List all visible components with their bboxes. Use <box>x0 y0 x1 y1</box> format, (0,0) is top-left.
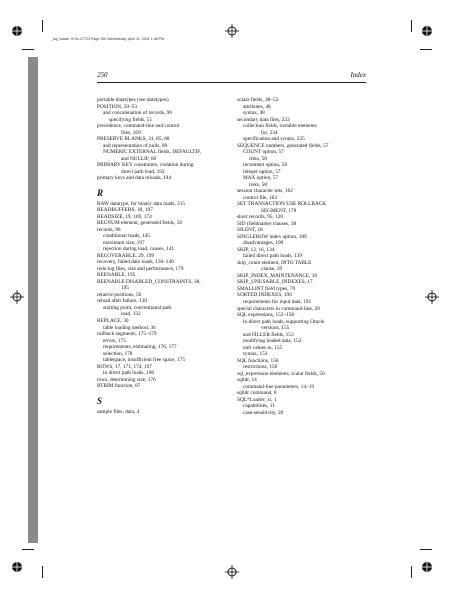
index-entry: READBUFFERS, 30, 197 <box>97 207 153 214</box>
index-subentry: and NULLIF, 86 <box>121 155 157 162</box>
index-subentry: table loading method, 36 <box>103 324 156 331</box>
index-subentry: errors, 175 <box>103 337 126 344</box>
index-subentry: MAX option, 57 <box>243 175 279 182</box>
index-subentry: requirements, estimating, 176, 177 <box>103 344 177 351</box>
index-subentry: versions, 155 <box>261 325 290 332</box>
index-subentry: restrictions, 158 <box>243 364 278 371</box>
index-entry: RAW datatype, for binary data loads, 215 <box>97 200 186 207</box>
crop-bleed-bar <box>28 57 38 543</box>
index-subentry: maximum size, 197 <box>103 239 145 246</box>
index-entry: SINGLEROW index option, 189 <box>237 233 307 240</box>
index-entry: POSITION, 50–53 <box>97 103 138 110</box>
index-column-left <box>97 97 237 415</box>
registration-mark-icon <box>420 560 434 574</box>
index-subentry: and concatenation of records, 96 <box>103 110 172 117</box>
crop-mark <box>420 549 432 550</box>
index-subentry: collection fields, variable elements <box>243 123 317 130</box>
index-section-letter: S <box>97 395 103 406</box>
running-title: Index <box>350 71 366 79</box>
page-number: 250 <box>97 71 108 79</box>
index-subentry: modifying loaded data, 152 <box>243 338 302 345</box>
index-entry: short records, 95, 120 <box>237 214 284 221</box>
index-subentry: for, 234 <box>261 129 278 136</box>
index-entry: SKIP, 12, 16, 134 <box>237 246 275 253</box>
index-entry: sqlldr, 14 <box>237 377 257 384</box>
index-entry: SEQUENCE numbers, generated fields, 57 <box>237 142 329 149</box>
crop-mark <box>411 566 412 578</box>
index-entry: sqlldr command, 8 <box>237 390 277 397</box>
index-subentry: 195 <box>121 285 129 292</box>
index-entry: SMALLINT field types, 70 <box>237 285 296 292</box>
index-entry: RTRIM function, 87 <box>97 383 141 390</box>
index-entry: SET TRANSACTION USE ROLLBACK <box>237 201 327 208</box>
header-rule <box>97 82 366 83</box>
index-entry: SQL*Loader, xi, 1 <box>237 396 277 403</box>
index-entry: session character sets, 162 <box>237 188 293 195</box>
index-entry: RECOVERABLE, 29, 199 <box>97 252 155 259</box>
index-entry: SKIP_UNUSABLE_INDEXES, 17 <box>237 279 313 286</box>
index-subentry: risks, 58 <box>249 181 267 188</box>
registration-mark-icon <box>420 24 434 38</box>
index-subentry: NUMERIC EXTERNAL fields, DEFAULTIF, <box>103 149 202 156</box>
print-slug: _sql_loader IX.fm.27723 Page 250 Wednesday, April 11, 2001 1:48 PM <box>51 37 165 41</box>
registration-mark-icon <box>225 565 239 579</box>
index-entry: recovery, failed data loads, 130–140 <box>97 259 174 266</box>
index-entry: READSIZE, 19, 169, 174 <box>97 213 152 220</box>
registration-mark-icon <box>10 24 24 38</box>
index-subentry: attributes, 48 <box>243 103 271 110</box>
index-entry: precedence, command-line and control <box>97 123 180 130</box>
index-subentry: syntax, 153 <box>243 351 268 358</box>
crop-mark <box>42 20 43 32</box>
index-subentry: direct path load, 192 <box>121 168 165 175</box>
index-entry: SILENT, 18 <box>237 227 263 234</box>
crop-mark <box>420 49 432 50</box>
index-entry: records, 96 <box>97 226 121 233</box>
index-subentry: null values in, 155 <box>243 344 283 351</box>
index-subentry: COUNT option, 57 <box>243 149 284 156</box>
index-entry: PRIMARY KEY constraints, violation during <box>97 162 194 169</box>
index-subentry: in direct path loads, supporting Oracle <box>243 318 325 325</box>
crop-mark <box>411 20 412 32</box>
index-subentry: SEGMENT, 178 <box>261 207 297 214</box>
registration-mark-icon <box>225 24 239 38</box>
index-entry: REENABLE DISABLED_CONSTRAINTS, 38, <box>97 278 201 285</box>
index-entry: reload after failure, 130 <box>97 298 147 305</box>
index-subentry: integer option, 57 <box>243 168 281 175</box>
index-entry: portable datatypes (see datatypes) <box>97 97 169 103</box>
index-entry: SQL expressions, 152–158 <box>237 312 295 319</box>
index-subentry: and FILLER fields, 153 <box>243 331 294 338</box>
crop-mark <box>22 49 34 50</box>
index-column-right <box>237 97 377 416</box>
registration-mark-icon <box>425 290 439 304</box>
index-subentry: specification and syntax, 235 <box>243 136 305 143</box>
index-subentry: command-line parameters, 14–19 <box>243 383 315 390</box>
index-subentry: case-sensitivity, 20 <box>243 409 284 416</box>
index-entry: RECNUM element, generated fields, 56 <box>97 220 183 227</box>
index-subentry: conditional loads, 145 <box>103 233 150 240</box>
index-subentry: capabilities, 11 <box>243 403 275 410</box>
index-subentry: in direct path loads, 196 <box>103 370 155 377</box>
index-subentry: tablespace, insufficient free space, 175 <box>103 357 185 364</box>
index-entry: rollback segments, 175–179 <box>97 331 157 338</box>
index-subentry: control file, 163 <box>243 194 277 201</box>
index-section-letter: R <box>97 187 104 198</box>
crop-mark <box>22 549 34 550</box>
index-entry: SORTED INDEXES, 190 <box>237 292 292 299</box>
registration-mark-icon <box>10 560 24 574</box>
index-subentry: increment option, 58 <box>243 162 287 169</box>
index-subentry: starting point, conventional path <box>103 304 172 311</box>
index-entry: REENABLE, 195 <box>97 272 136 279</box>
index-subentry: specifying fields, 51 <box>109 116 153 123</box>
index-subentry: clause, 39 <box>261 266 283 273</box>
index-entry: skip_count element, INTO TABLE <box>237 259 312 266</box>
registration-mark-icon <box>10 290 24 304</box>
index-entry: SKIP_INDEX_MAINTENANCE, 16 <box>237 272 318 279</box>
crop-mark <box>42 566 43 578</box>
index-entry: relative positions, 50 <box>97 291 142 298</box>
index-entry: sql_expression elements, scalar fields, 50 <box>237 370 325 377</box>
index-subentry: files, 169 <box>121 129 141 136</box>
index-subentry: load, 132 <box>121 311 141 318</box>
index-entry: scalar fields, 48–53 <box>237 97 279 103</box>
index-entry: redo log files, size and performance, 179 <box>97 265 184 272</box>
index-subentry: failed direct path loads, 139 <box>243 253 302 260</box>
index-entry: secondary data files, 233 <box>237 116 290 123</box>
index-entry: SQL functions, 156 <box>237 357 279 364</box>
index-subentry: selection, 178 <box>103 350 133 357</box>
index-subentry: disadvantages, 190 <box>243 240 284 247</box>
index-entry: sample files, data, 4 <box>97 408 140 415</box>
index-entry: PRESERVE BLANKS, 31, 85, 88 <box>97 136 170 143</box>
index-entry: primary keys and data reloads, 144 <box>97 175 172 182</box>
index-subentry: syntax, 48 <box>243 110 265 117</box>
index-entry: special characters in command-line, 20 <box>237 305 320 312</box>
index-subentry: requirements for input data, 191 <box>243 298 312 305</box>
index-entry: ROWS, 17, 171, 174, 197 <box>97 363 153 370</box>
index-subentry: and representation of nulls, 89 <box>103 142 168 149</box>
index-entry: rows, determining size, 176 <box>97 376 156 383</box>
index-subentry: risks, 58 <box>249 155 267 162</box>
index-entry: REPLACE, 30 <box>97 317 129 324</box>
index-subentry: rejection during load, causes, 141 <box>103 246 175 253</box>
index-entry: SID (fieldname) clauses, 38 <box>237 220 297 227</box>
